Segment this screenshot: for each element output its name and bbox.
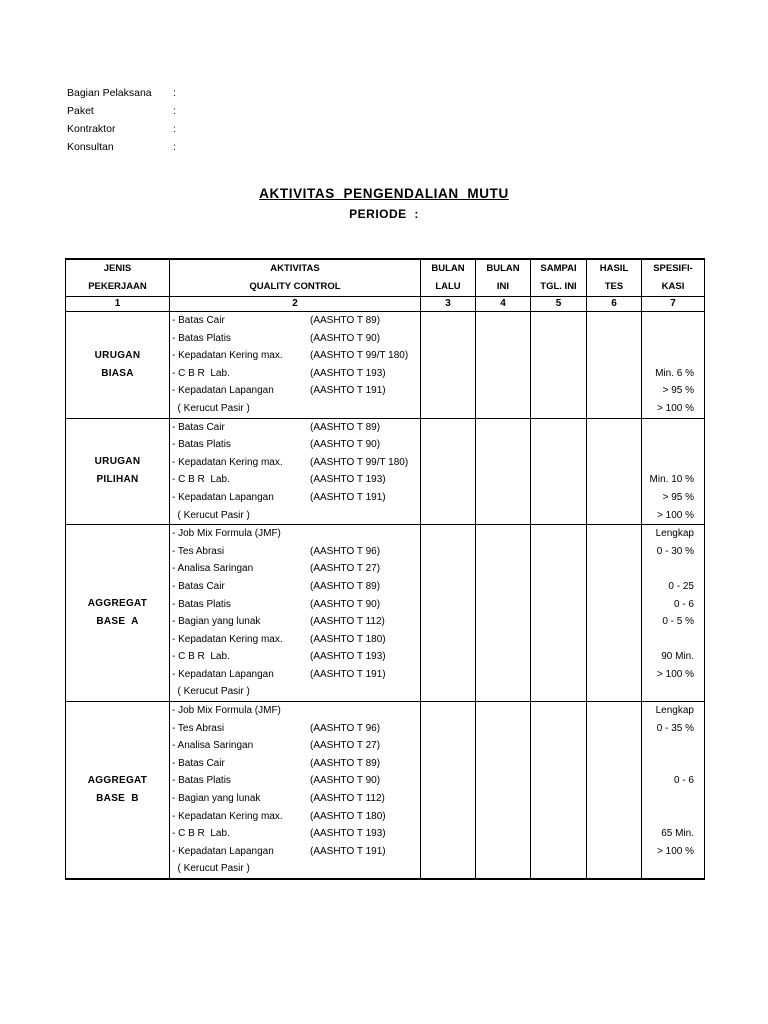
activity-text: - Batas Cair xyxy=(172,580,225,592)
field-colon: : xyxy=(173,105,176,117)
specification-text: 0 - 35 % xyxy=(656,722,694,734)
activity-line xyxy=(170,330,420,348)
work-type-cell xyxy=(66,312,170,419)
work-type-label: BIASA xyxy=(101,367,134,379)
col-number: 5 xyxy=(531,297,587,312)
activity-text: - Batas Platis xyxy=(172,439,231,451)
table-row xyxy=(66,702,705,879)
standard-text: (AASHTO T 191) xyxy=(310,845,386,857)
specification-text: > 95 % xyxy=(662,491,694,503)
col-header-kasi: KASI xyxy=(642,278,705,297)
field-paket xyxy=(67,102,183,120)
work-type-label: AGGREGAT xyxy=(87,598,148,610)
activity-text: - Job Mix Formula (JMF) xyxy=(172,705,281,717)
specification-text: 90 Min. xyxy=(661,651,694,663)
activity-line xyxy=(170,613,420,631)
specification-text: 0 - 25 xyxy=(668,580,694,592)
activity-text: - Kepadatan Kering max. xyxy=(172,633,283,645)
col-number: 4 xyxy=(476,297,531,312)
specification-text: > 100 % xyxy=(657,845,694,857)
hasil-tes-cell xyxy=(587,525,642,702)
specification-text: 0 - 6 xyxy=(673,598,694,610)
activity-line xyxy=(170,648,420,666)
col-header-tgl-ini: TGL. INI xyxy=(531,278,587,297)
activity-line xyxy=(170,543,420,561)
work-type-label: URUGAN xyxy=(94,349,141,361)
col-header-bulan-ini: BULAN xyxy=(476,259,531,278)
activity-text: - Bagian yang lunak xyxy=(172,616,261,628)
document-title xyxy=(0,186,768,201)
activity-line xyxy=(170,596,420,614)
specification-text: 0 - 6 xyxy=(673,775,694,787)
standard-text: (AASHTO T 89) xyxy=(310,580,381,592)
activity-text: ( Kerucut Pasir ) xyxy=(172,402,250,414)
activity-text: ( Kerucut Pasir ) xyxy=(172,686,250,698)
table-body xyxy=(66,312,705,880)
standard-text: (AASHTO T 96) xyxy=(310,545,381,557)
standard-text: (AASHTO T 193) xyxy=(310,474,386,486)
standard-text: (AASHTO T 90) xyxy=(310,439,381,451)
table-row xyxy=(66,418,705,525)
bulan-ini-cell xyxy=(476,525,531,702)
specification-text xyxy=(642,860,704,878)
activity-text: - Kepadatan Kering max. xyxy=(172,456,283,468)
specification-cell xyxy=(642,312,705,419)
field-konsultan xyxy=(67,138,183,156)
activity-text: - Analisa Saringan xyxy=(172,740,254,752)
specification-text: > 100 % xyxy=(657,402,694,414)
specification-text: 65 Min. xyxy=(661,828,694,840)
specification-text xyxy=(642,419,704,437)
activity-line xyxy=(170,489,420,507)
activity-cell xyxy=(170,525,421,702)
specification-text xyxy=(642,312,704,330)
activity-line xyxy=(170,454,420,472)
standard-text: (AASHTO T 99/T 180) xyxy=(310,350,409,362)
activity-text: - Kepadatan Lapangan xyxy=(172,668,274,680)
specification-text xyxy=(642,454,704,472)
col-number: 2 xyxy=(170,297,421,312)
activity-line xyxy=(170,312,420,330)
bulan-ini-cell xyxy=(476,312,531,419)
activity-line xyxy=(170,400,420,418)
activity-line xyxy=(170,560,420,578)
field-label: Konsultan xyxy=(67,141,114,153)
specification-text xyxy=(642,330,704,348)
standard-text: (AASHTO T 191) xyxy=(310,385,386,397)
standard-text: (AASHTO T 90) xyxy=(310,775,381,787)
activity-text: - Analisa Saringan xyxy=(172,563,254,575)
activity-line xyxy=(170,808,420,826)
activity-text: - C B R Lab. xyxy=(172,651,230,663)
work-type-label: URUGAN xyxy=(94,456,141,468)
activity-text: - Batas Platis xyxy=(172,598,231,610)
standard-text: (AASHTO T 27) xyxy=(310,740,381,752)
standard-text: (AASHTO T 112) xyxy=(310,616,385,628)
activity-cell xyxy=(170,312,421,419)
specification-text xyxy=(642,436,704,454)
standard-text: (AASHTO T 89) xyxy=(310,315,381,326)
work-type-label: AGGREGAT xyxy=(87,775,148,787)
table-row xyxy=(66,312,705,419)
col-header-sampai: SAMPAI xyxy=(531,259,587,278)
standard-text: (AASHTO T 191) xyxy=(310,668,386,680)
activity-line xyxy=(170,525,420,543)
field-colon: : xyxy=(173,87,176,99)
activity-line xyxy=(170,382,420,400)
field-label: Bagian Pelaksana xyxy=(67,87,152,99)
activity-line xyxy=(170,578,420,596)
sampai-tgl-ini-cell xyxy=(531,418,587,525)
activity-text: - Batas Cair xyxy=(172,315,225,326)
activity-line xyxy=(170,720,420,738)
activity-text: - Kepadatan Kering max. xyxy=(172,350,283,362)
hasil-tes-cell xyxy=(587,702,642,879)
col-header-ini: INI xyxy=(476,278,531,297)
specification-text xyxy=(642,737,704,755)
activity-text: - Kepadatan Lapangan xyxy=(172,385,274,397)
standard-text: (AASHTO T 27) xyxy=(310,563,381,575)
standard-text: (AASHTO T 193) xyxy=(310,367,386,379)
standard-text: (AASHTO T 96) xyxy=(310,722,381,734)
bulan-lalu-cell xyxy=(421,418,476,525)
activity-text: - Job Mix Formula (JMF) xyxy=(172,528,281,540)
specification-text: 0 - 5 % xyxy=(662,616,694,628)
specification-text xyxy=(642,560,704,578)
header-row-2 xyxy=(66,278,705,297)
specification-cell xyxy=(642,418,705,525)
column-number-row xyxy=(66,297,705,312)
standard-text: (AASHTO T 99/T 180) xyxy=(310,456,409,468)
activity-line xyxy=(170,825,420,843)
activity-cell xyxy=(170,702,421,879)
table-row xyxy=(66,525,705,702)
specification-text: > 95 % xyxy=(662,385,694,397)
field-colon: : xyxy=(173,123,176,135)
hasil-tes-cell xyxy=(587,418,642,525)
col-header-lalu: LALU xyxy=(421,278,476,297)
specification-text xyxy=(642,631,704,649)
col-header-jenis: JENIS xyxy=(66,259,170,278)
activity-text: - Kepadatan Lapangan xyxy=(172,491,274,503)
header-fields xyxy=(67,84,183,156)
work-type-label: BASE B xyxy=(96,793,139,805)
standard-text: (AASHTO T 193) xyxy=(310,828,386,840)
specification-text xyxy=(642,347,704,365)
activity-text: - Batas Cair xyxy=(172,757,225,769)
activity-line xyxy=(170,755,420,773)
specification-text xyxy=(642,683,704,701)
sampai-tgl-ini-cell xyxy=(531,312,587,419)
specification-text: 0 - 30 % xyxy=(656,545,694,557)
standard-text: (AASHTO T 180) xyxy=(310,810,386,822)
standard-text: (AASHTO T 180) xyxy=(310,633,386,645)
sampai-tgl-ini-cell xyxy=(531,702,587,879)
header-row-1 xyxy=(66,259,705,278)
bulan-ini-cell xyxy=(476,702,531,879)
activity-line xyxy=(170,790,420,808)
activity-text: - Batas Platis xyxy=(172,775,231,787)
specification-text xyxy=(642,790,704,808)
activity-line xyxy=(170,702,420,720)
specification-cell xyxy=(642,525,705,702)
standard-text: (AASHTO T 89) xyxy=(310,757,381,769)
specification-text: Lengkap xyxy=(655,705,694,717)
col-number: 1 xyxy=(66,297,170,312)
activity-line xyxy=(170,737,420,755)
activity-line xyxy=(170,365,420,383)
specification-text: Min. 6 % xyxy=(655,367,694,379)
quality-control-table xyxy=(65,258,705,880)
activity-text: - Kepadatan Lapangan xyxy=(172,845,274,857)
activity-text: - Tes Abrasi xyxy=(172,545,225,557)
activity-text: - Batas Cair xyxy=(172,421,225,433)
activity-line xyxy=(170,860,420,878)
activity-text: - C B R Lab. xyxy=(172,474,230,486)
field-kontraktor xyxy=(67,120,183,138)
specification-text xyxy=(642,755,704,773)
work-type-cell xyxy=(66,525,170,702)
activity-line xyxy=(170,471,420,489)
activity-line xyxy=(170,772,420,790)
work-type-cell xyxy=(66,418,170,525)
activity-text: - Bagian yang lunak xyxy=(172,793,261,805)
bulan-lalu-cell xyxy=(421,702,476,879)
activity-text: ( Kerucut Pasir ) xyxy=(172,863,250,875)
work-type-label: PILIHAN xyxy=(96,474,139,486)
activity-line xyxy=(170,843,420,861)
specification-cell xyxy=(642,702,705,879)
activity-line xyxy=(170,507,420,525)
col-header-hasil: HASIL xyxy=(587,259,642,278)
work-type-cell xyxy=(66,702,170,879)
activity-line xyxy=(170,666,420,684)
standard-text: (AASHTO T 112) xyxy=(310,793,385,805)
period-label: PERIODE : xyxy=(349,207,419,221)
field-label: Kontraktor xyxy=(67,123,116,135)
activity-line xyxy=(170,436,420,454)
activity-text: - Tes Abrasi xyxy=(172,722,225,734)
activity-text: - C B R Lab. xyxy=(172,367,230,379)
col-header-aktivitas: AKTIVITAS xyxy=(170,259,421,278)
standard-text: (AASHTO T 193) xyxy=(310,651,386,663)
specification-text: > 100 % xyxy=(657,668,694,680)
standard-text: (AASHTO T 89) xyxy=(310,421,381,433)
standard-text: (AASHTO T 191) xyxy=(310,491,386,503)
specification-text: Min. 10 % xyxy=(649,474,694,486)
activity-text: - Batas Platis xyxy=(172,332,231,344)
work-type-label: BASE A xyxy=(96,616,139,628)
activity-line xyxy=(170,683,420,701)
standard-text: (AASHTO T 90) xyxy=(310,332,381,344)
col-header-spesifikasi: SPESIFI- xyxy=(642,259,705,278)
activity-cell xyxy=(170,418,421,525)
specification-text: > 100 % xyxy=(657,509,694,521)
activity-text: ( Kerucut Pasir ) xyxy=(172,509,250,521)
bulan-lalu-cell xyxy=(421,312,476,419)
col-header-pekerjaan: PEKERJAAN xyxy=(66,278,170,297)
document-title-text: AKTIVITAS PENGENDALIAN MUTU xyxy=(259,186,509,201)
col-header-bulan-lalu: BULAN xyxy=(421,259,476,278)
field-label: Paket xyxy=(67,105,94,117)
field-colon: : xyxy=(173,141,176,153)
col-number: 6 xyxy=(587,297,642,312)
activity-line xyxy=(170,631,420,649)
bulan-lalu-cell xyxy=(421,525,476,702)
activity-text: - Kepadatan Kering max. xyxy=(172,810,283,822)
specification-text: Lengkap xyxy=(655,528,694,540)
activity-line xyxy=(170,419,420,437)
standard-text: (AASHTO T 90) xyxy=(310,598,381,610)
col-header-quality-control: QUALITY CONTROL xyxy=(170,278,421,297)
field-bagian-pelaksana xyxy=(67,84,183,102)
activity-line xyxy=(170,347,420,365)
bulan-ini-cell xyxy=(476,418,531,525)
hasil-tes-cell xyxy=(587,312,642,419)
col-number: 7 xyxy=(642,297,705,312)
col-number: 3 xyxy=(421,297,476,312)
specification-text xyxy=(642,808,704,826)
col-header-tes: TES xyxy=(587,278,642,297)
sampai-tgl-ini-cell xyxy=(531,525,587,702)
activity-text: - C B R Lab. xyxy=(172,828,230,840)
